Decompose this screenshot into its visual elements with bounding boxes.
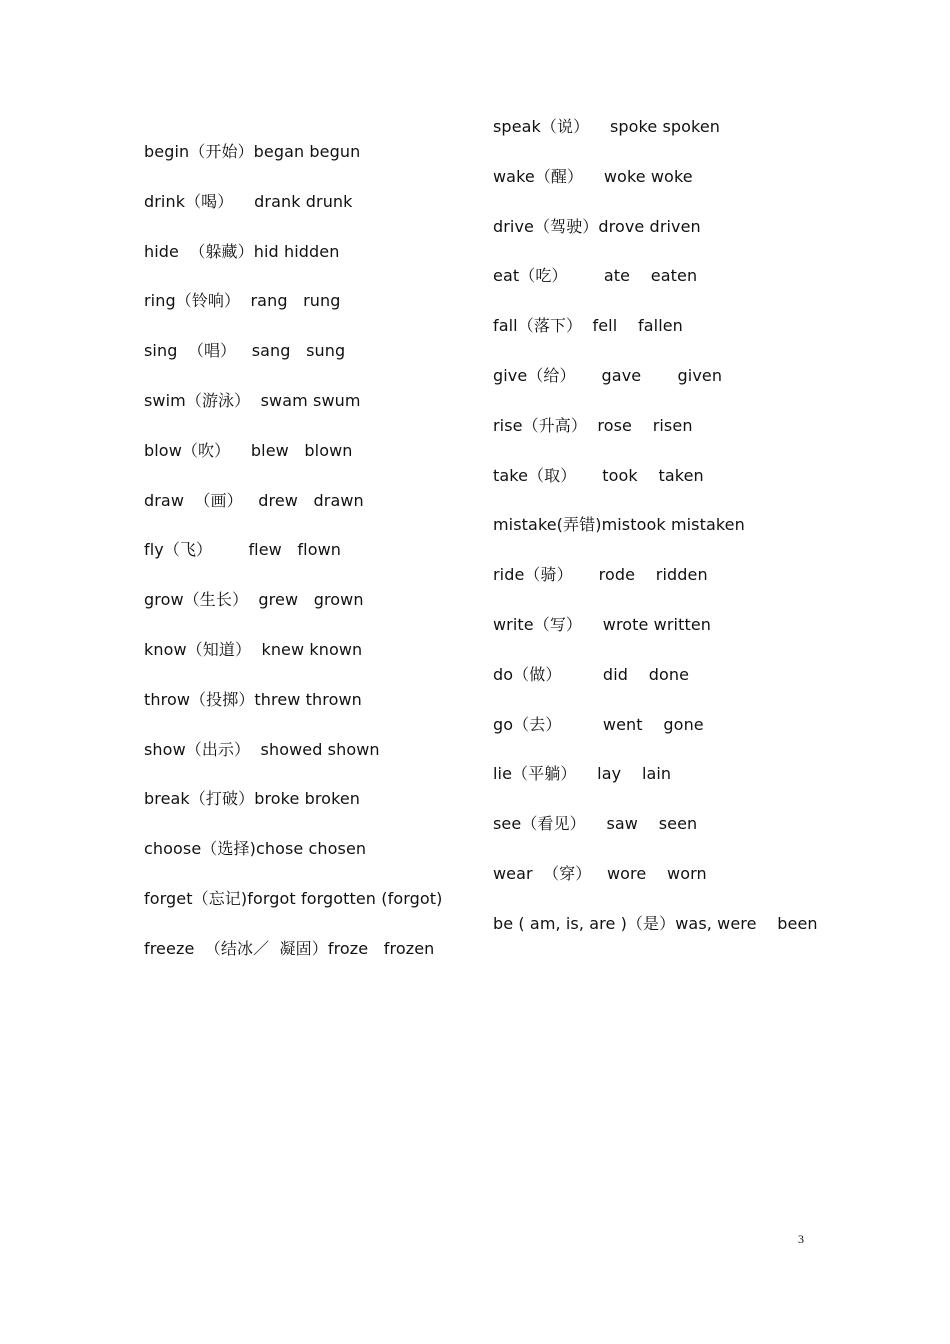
page-number: 3 (798, 1232, 804, 1246)
verb-entry: hide （躲藏）hid hidden (144, 241, 340, 261)
verb-entry: know（知道） knew known (144, 639, 363, 659)
verb-entry: draw （画） drew drawn (144, 490, 364, 510)
verb-entry: give（给） gave given (493, 365, 723, 385)
verb-entry: ride（骑） rode ridden (493, 565, 708, 585)
verb-entry: swim（游泳） swam swum (144, 390, 361, 410)
verb-entry: wake（醒） woke woke (493, 166, 693, 186)
verb-entry: lie（平躺） lay lain (493, 764, 672, 784)
verb-entry: eat（吃） ate eaten (493, 266, 698, 286)
verb-entry: sing （唱） sang sung (144, 341, 346, 361)
verb-entry: break（打破）broke broken (144, 789, 361, 809)
verb-entry: rise（升高） rose risen (493, 415, 693, 435)
verb-entry: grow（生长） grew grown (144, 590, 364, 610)
verb-entry: blow（吹） blew blown (144, 440, 353, 460)
verb-entry: do（做） did done (493, 664, 690, 684)
verb-entry: begin（开始）began begun (144, 142, 361, 161)
verb-entry: see（看见） saw seen (493, 814, 698, 834)
verb-entry: ring（铃响） rang rung (144, 291, 341, 311)
verb-entry: throw（投掷）threw thrown (144, 689, 362, 709)
verb-entry: go（去） went gone (493, 714, 704, 734)
verb-entry: freeze （结冰／ 凝固）froze frozen (144, 938, 435, 958)
verb-entry: show（出示） showed shown (144, 739, 380, 759)
verb-entry: drink（喝） drank drunk (144, 191, 353, 211)
verb-entry: fall（落下） fell fallen (493, 316, 683, 336)
verb-entry: write（写） wrote written (493, 614, 712, 634)
left-verb-column (144, 139, 442, 986)
right-verb-column (493, 114, 818, 961)
verb-entry: take（取） took taken (493, 465, 704, 485)
verb-entry: speak（说） spoke spoken (493, 117, 721, 136)
verb-entry: mistake(弄错)mistook mistaken (493, 515, 745, 535)
verb-entry: wear （穿） wore worn (493, 863, 707, 883)
verb-entry: forget（忘记)forgot forgotten (forgot) (144, 888, 443, 908)
verb-entry: choose（选择)chose chosen (144, 839, 367, 859)
verb-entry: fly（飞） flew flown (144, 540, 342, 560)
verb-entry: drive（驾驶）drove driven (493, 216, 701, 236)
verb-entry: be ( am, is, are )（是）was, were been (493, 913, 818, 933)
